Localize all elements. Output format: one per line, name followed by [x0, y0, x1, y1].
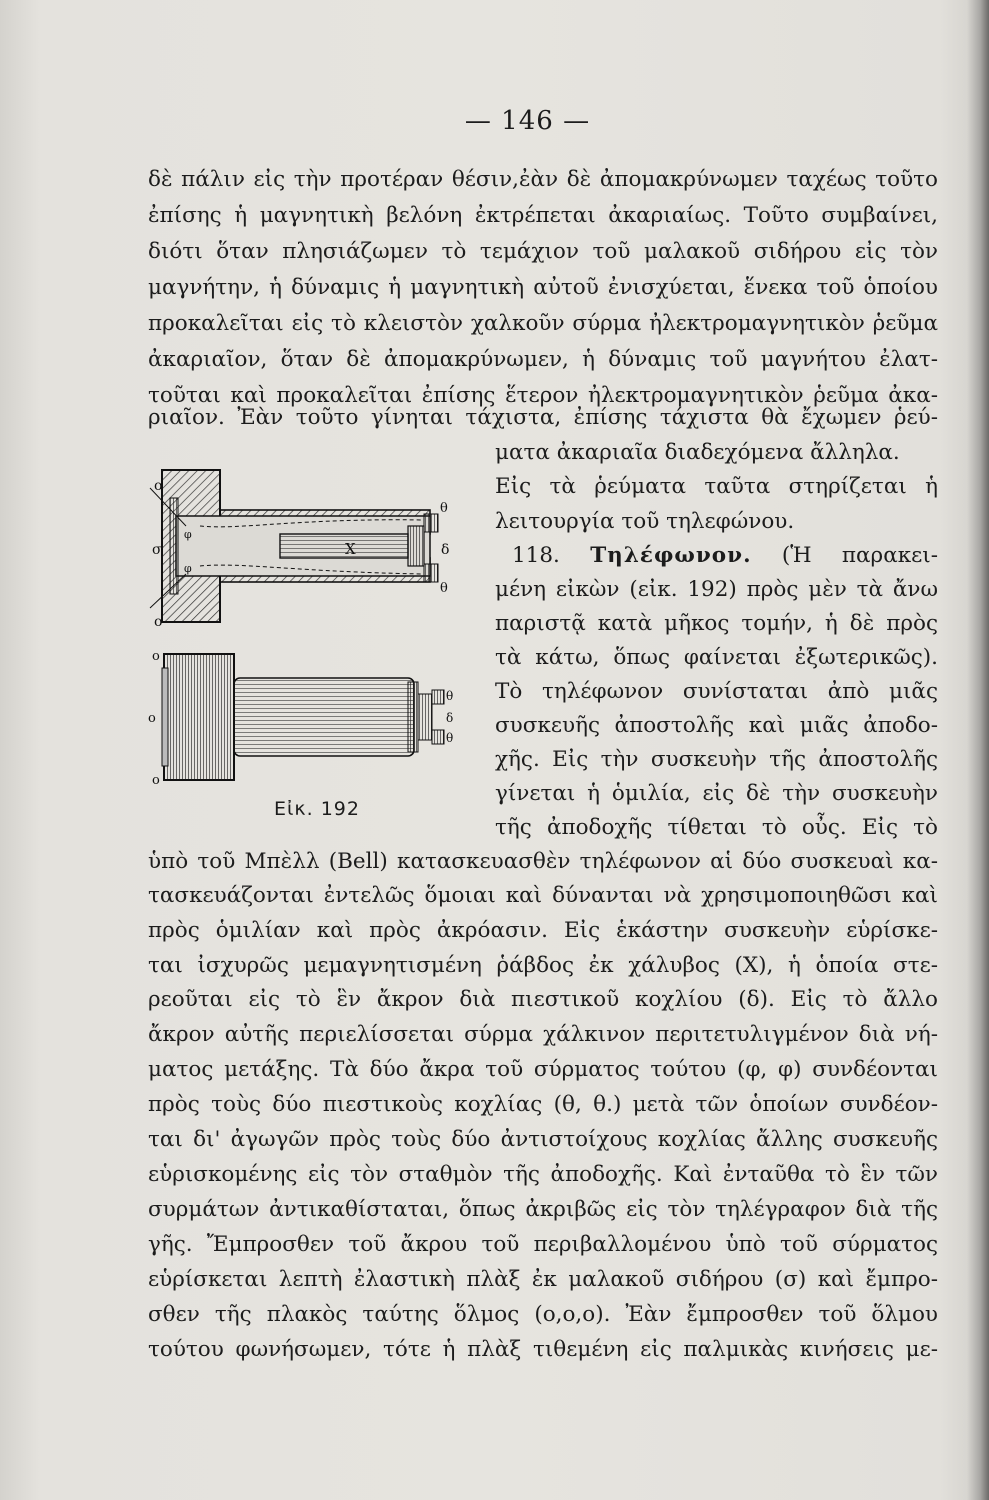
- text-line: μένη εἰκὼν (εἰκ. 192) πρὸς μὲν τὰ ἄνω: [495, 577, 938, 602]
- text-line: προκαλεῖται εἰς τὸ κλειστὸν χαλκοῦν σύρμα ἠλεκτρομαγνητικὸν ῥεῦμα: [148, 311, 938, 336]
- label-o: o: [154, 614, 163, 630]
- text-line: ματα ἀκαριαῖα διαδεχόμενα ἄλληλα.: [495, 440, 900, 465]
- text-line: εὑρισκομένης εἰς τὸν σταθμὸν τῆς ἀποδοχῆς. Καὶ ἐνταῦθα τὸ ἓν τῶν: [148, 1162, 938, 1187]
- text-line: διότι ὅταν πλησιάζωμεν τὸ τεμάχιον τοῦ μαλακοῦ σιδήρου εἰς τὸν: [148, 239, 938, 264]
- section-number: 118.: [512, 543, 560, 568]
- text-line: τὰ κάτω, ὅπως φαίνεται ἐξωτερικῶς).: [495, 645, 938, 670]
- label-chi: X: [345, 540, 356, 558]
- text-line: Εἰς τὰ ῥεύματα ταῦτα στηρίζεται ἡ: [495, 474, 938, 499]
- text-line: τασκευάζονται ἐντελῶς ὅμοιαι καὶ δύνανται νὰ χρησιμοποιηθῶσι καὶ: [148, 883, 938, 908]
- text-line: τοῦται καὶ προκαλεῖται ἐπίσης ἕτερον ἠλεκτρομαγνητικὸν ῥεῦμα ἀκα-: [148, 383, 938, 408]
- exterior-view-drawing: [148, 649, 453, 788]
- label-theta: θ: [446, 689, 454, 703]
- text-line: ὑπὸ τοῦ Μπὲλλ (Bell) κατασκευασθὲν τηλέφωνον αἱ δύο συσκευαὶ κα-: [148, 849, 938, 874]
- label-delta: δ: [441, 542, 450, 558]
- label-theta: θ: [440, 501, 448, 516]
- label-phi: φ: [184, 562, 192, 575]
- text-line: λειτουργία τοῦ τηλεφώνου.: [495, 509, 795, 534]
- label-phi: φ: [184, 528, 192, 541]
- text-line: παριστᾷ κατὰ μῆκος τομήν, ἡ δὲ πρὸς: [495, 611, 938, 636]
- text-line: σθεν τῆς πλακὸς ταύτης ὅλμος (ο,ο,ο). Ἐὰν ἔμπροσθεν τοῦ ὅλμου: [148, 1302, 938, 1327]
- label-o: o: [152, 773, 160, 788]
- label-sigma: σ: [152, 542, 162, 558]
- page-number: — 146 —: [464, 106, 591, 136]
- text-line: δὲ πάλιν εἰς τὴν προτέραν θέσιν,ἐὰν δὲ ἀπομακρύνωμεν ταχέως τοῦτο: [148, 167, 938, 192]
- telephone-figure: [140, 468, 480, 828]
- text-line: γῆς. Ἔμπροσθεν τοῦ ἄκρου τοῦ περιβαλλομένου ὑπὸ τοῦ σύρματος: [148, 1232, 938, 1257]
- text-line: τῆς ἀποδοχῆς τίθεται τὸ οὖς. Εἰς τὸ: [495, 815, 938, 840]
- label-theta: θ: [446, 731, 454, 745]
- text-line: μαγνήτην, ἡ δύναμις ἡ μαγνητικὴ αὐτοῦ ἐνισχύεται, ἕνεκα τοῦ ὁποίου: [148, 275, 938, 300]
- text-line: γίνεται ἡ ὁμιλία, εἰς δὲ τὴν συσκευὴν: [495, 781, 938, 806]
- section-title: Τηλέφωνον.: [590, 543, 752, 568]
- text-line: ἄκρον αὐτῆς περιελίσσεται σύρμα χάλκινον περιτετυλιγμένον διὰ νή-: [148, 1022, 938, 1047]
- label-delta: δ: [446, 711, 454, 725]
- text-line: τούτου φωνήσωμεν, τότε ἡ πλὰξ τιθεμένη εἰς παλμικὰς κινήσεις με-: [148, 1337, 938, 1362]
- text-line: ματος μετάξης. Τὰ δύο ἄκρα τοῦ σύρματος τούτου (φ, φ) συνδέονται: [148, 1057, 938, 1082]
- page-edge-shadow: [967, 0, 989, 1500]
- text-line: ται ἰσχυρῶς μεμαγνητισμένη ῥάβδος ἐκ χάλυβος (X), ἡ ὁποία στε-: [148, 953, 938, 978]
- text-line: ριαῖον. Ἐὰν τοῦτο γίνηται τάχιστα, ἐπίσης τάχιστα θὰ ἔχωμεν ῥεύ-: [148, 405, 938, 430]
- text-line: ἐπίσης ἡ μαγνητικὴ βελόνη ἐκτρέπεται ἀκαριαίως. Τοῦτο συμβαίνει,: [148, 203, 938, 228]
- text-line: ται δι' ἀγωγῶν πρὸς τοὺς δύο ἀντιστοίχους κοχλίας ἄλλης συσκευῆς: [148, 1127, 938, 1152]
- cross-section-drawing: [150, 470, 449, 630]
- label-o: o: [152, 649, 160, 664]
- text-line: συσκευῆς ἀποστολῆς καὶ μιᾶς ἀποδο-: [495, 713, 938, 738]
- text-line: ἀκαριαῖον, ὅταν δὲ ἀπομακρύνωμεν, ἡ δύναμις τοῦ μαγνήτου ἐλατ-: [148, 347, 938, 372]
- figure-caption: Εἰκ. 192: [274, 798, 360, 820]
- label-o: o: [154, 478, 163, 494]
- label-o: o: [148, 711, 156, 726]
- text-line: χῆς. Εἰς τὴν συσκευὴν τῆς ἀποστολῆς: [495, 747, 938, 772]
- text-line: πρὸς ὁμιλίαν καὶ πρὸς ἀκρόασιν. Εἰς ἑκάστην συσκευὴν εὑρίσκε-: [148, 918, 938, 943]
- text-line: Τὸ τηλέφωνον συνίσταται ἀπὸ μιᾶς: [495, 679, 938, 704]
- label-theta: θ: [440, 581, 448, 596]
- text-line: ρεοῦται εἰς τὸ ἓν ἄκρον διὰ πιεστικοῦ κοχλίου (δ). Εἰς τὸ ἄλλο: [148, 987, 938, 1012]
- section-heading: [512, 541, 938, 571]
- section-heading-rest: (Ἡ παρακει-: [781, 543, 938, 568]
- text-line: πρὸς τοὺς δύο πιεστικοὺς κοχλίας (θ, θ.) μετὰ τῶν ὁποίων συνδέον-: [148, 1092, 938, 1117]
- text-line: εὑρίσκεται λεπτὴ ἐλαστικὴ πλὰξ ἐκ μαλακοῦ σιδήρου (σ) καὶ ἔμπρο-: [148, 1267, 938, 1292]
- text-line: συρμάτων ἀντικαθίσταται, ὅπως ἀκριβῶς εἰς τὸν τηλέγραφον διὰ τῆς: [148, 1197, 938, 1222]
